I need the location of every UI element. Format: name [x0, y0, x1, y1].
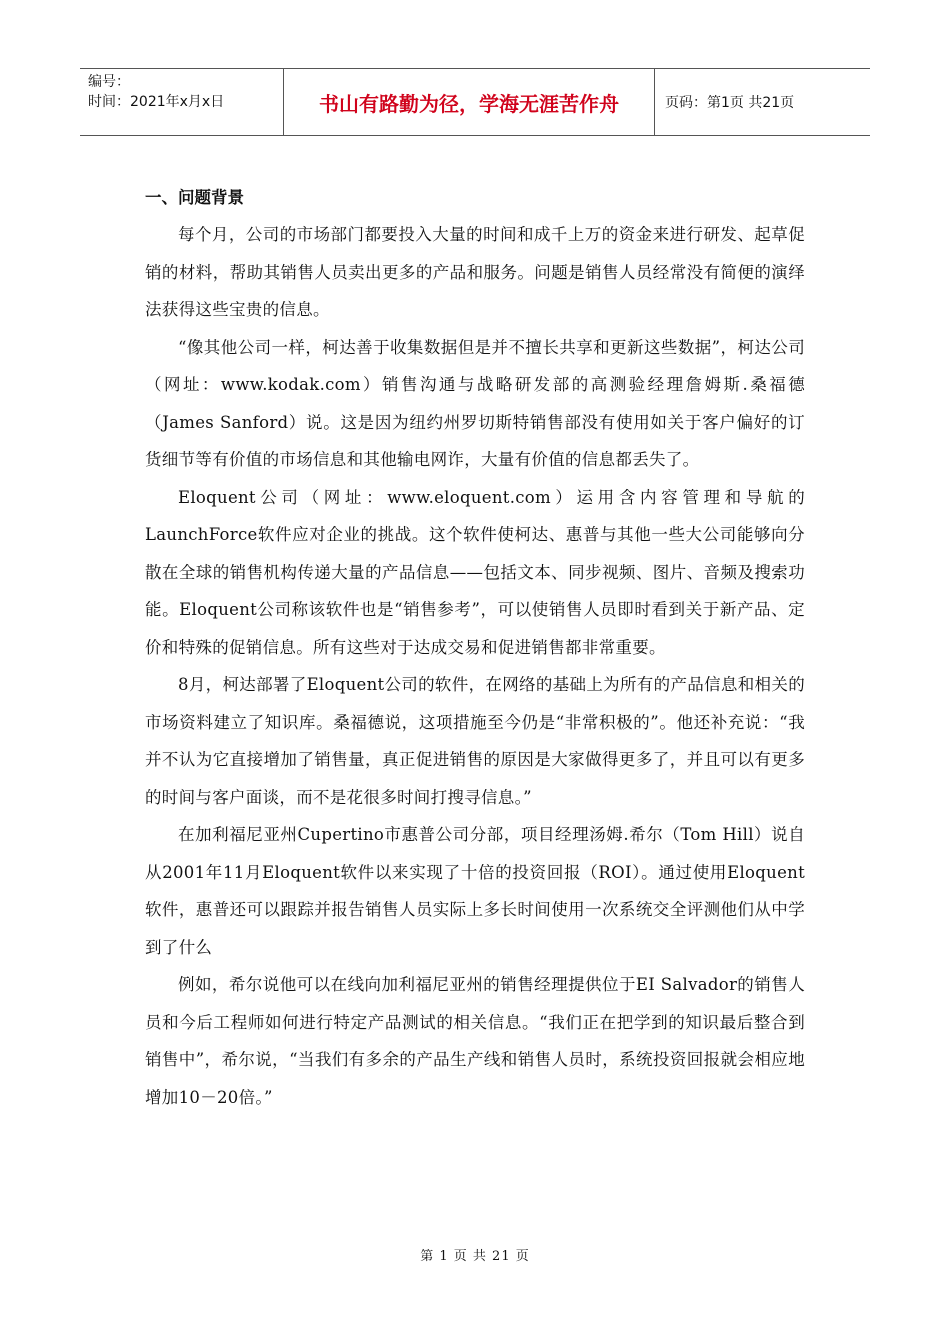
document-number-label: 编号：: [88, 74, 130, 90]
header-motto: 书山有路勤为径，学海无涯苦作舟: [283, 69, 655, 135]
paragraph: “像其他公司一样，柯达善于收集数据但是并不擅长共享和更新这些数据”，柯达公司（网址：www.kodak.com）销售沟通与战略研发部的高测验经理詹姆斯.桑福德（James Sanford）说。这是因为纽约州罗切斯特销售部没有使用如关于客户偏好的订货细节等有价值的市场信息和其他输电网诈，大量有价值的信息都丢失了。: [145, 337, 805, 469]
paragraph: 例如，希尔说他可以在线向加利福尼亚州的销售经理提供位于EI Salvador的销售人员和今后工程师如何进行特定产品测试的相关信息。“我们正在把学到的知识最后整合到销售中”，希尔说，“当我们有多余的产品生产线和销售人员时，系统投资回报就会相应地增加10－20倍。”: [145, 975, 805, 1107]
page-header: [80, 68, 870, 136]
paragraph: 每个月，公司的市场部门都要投入大量的时间和成千上万的资金来进行研发、起草促销的材料，帮助其销售人员卖出更多的产品和服务。问题是销售人员经常没有简便的演绎法获得这些宝贵的信息。: [145, 225, 805, 319]
page-footer: 第 1 页 共 21 页: [420, 1249, 530, 1264]
document-body: [145, 180, 805, 1116]
section-title: 一、问题背景: [145, 188, 244, 207]
paragraph: Eloquent公司（网址：www.eloquent.com）运用含内容管理和导航的LaunchForce软件应对企业的挑战。这个软件使柯达、惠普与其他一些大公司能够向分散在全球的销售机构传递大量的产品信息——包括文本、同步视频、图片、音频及搜索功能。Eloquent公司称该软件也是“销售参考”，可以使销售人员即时看到关于新产品、定价和特殊的促销信息。所有这些对于达成交易和促进销售都非常重要。: [145, 487, 805, 657]
paragraph: 8月，柯达部署了Eloquent公司的软件，在网络的基础上为所有的产品信息和相关的市场资料建立了知识库。桑福德说，这项措施至今仍是“非常积极的”。他还补充说：“我并不认为它直接增加了销售量，真正促进销售的原因是大家做得更多了，并且可以有更多的时间与客户面谈，而不是花很多时间打搜寻信息。”: [145, 675, 805, 807]
document-time-label: 时间：2021年x月x日: [88, 94, 225, 110]
header-page-info: 页码：第1页 共21页: [665, 95, 795, 111]
paragraph: 在加利福尼亚州Cupertino市惠普公司分部，项目经理汤姆.希尔（Tom Hill）说自从2001年11月Eloquent软件以来实现了十倍的投资回报（ROI）。通过使用Eloquent软件，惠普还可以跟踪并报告销售人员实际上多长时间使用一次系统交全评测他们从中学到了什么: [145, 825, 805, 957]
header-meta-cell: [80, 69, 283, 135]
